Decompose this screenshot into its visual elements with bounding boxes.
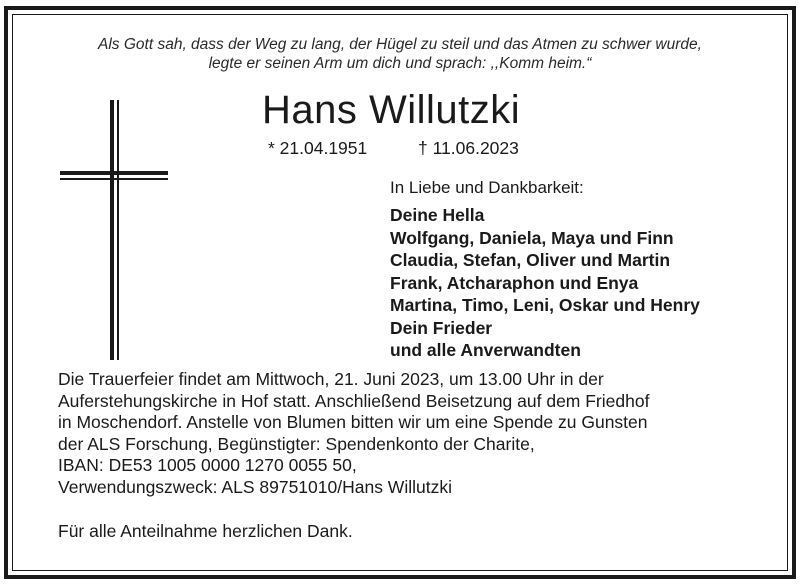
mourners-list (390, 204, 700, 362)
thanks-note: Für alle Anteilnahme herzlichen Dank. (58, 521, 353, 541)
motto-line-2: legte er seinen Arm um dich und sprach: ,,Komm heim.“ (208, 55, 592, 72)
birth-date: * 21.04.1951 (268, 138, 368, 158)
mourner-name: Frank, Atcharaphon und Enya (390, 272, 639, 293)
motto-line-1: Als Gott sah, dass der Weg zu lang, der Hügel zu steil und das Atmen zu schwer wurde, (98, 36, 702, 53)
mourner-name: Claudia, Stefan, Oliver und Martin (390, 250, 671, 270)
death-date: † 11.06.2023 (418, 138, 519, 158)
funeral-announcement (58, 369, 649, 499)
announcement-line: Verwendungszweck: ALS 89751010/Hans Willutzki (58, 476, 452, 497)
mourner-name: Martina, Timo, Leni, Oskar und Henry (390, 295, 700, 315)
mourner-name: Wolfgang, Daniela, Maya und Finn (390, 227, 674, 248)
mourner-name: Dein Frieder (390, 317, 493, 338)
mourner-name: Deine Hella (390, 205, 485, 225)
cross-icon (60, 100, 168, 360)
announcement-line: Die Trauerfeier findet am Mittwoch, 21. Juni 2023, um 13.00 Uhr in der (58, 369, 604, 389)
deceased-name: Hans Willutzki (262, 88, 521, 132)
announcement-line: Auferstehungskirche in Hof statt. Anschließend Beisetzung auf dem Friedhof (58, 390, 650, 411)
announcement-line: in Moschendorf. Anstelle von Blumen bitten wir um eine Spende zu Gunsten (58, 412, 648, 433)
announcement-line: IBAN: DE53 1005 0000 1270 0055 50, (58, 455, 357, 476)
announcement-line: der ALS Forschung, Begünstigter: Spendenkonto der Charite, (58, 433, 535, 454)
mourner-name: und alle Anverwandten (390, 340, 581, 360)
mourning-intro: In Liebe und Dankbarkeit: (390, 178, 584, 197)
